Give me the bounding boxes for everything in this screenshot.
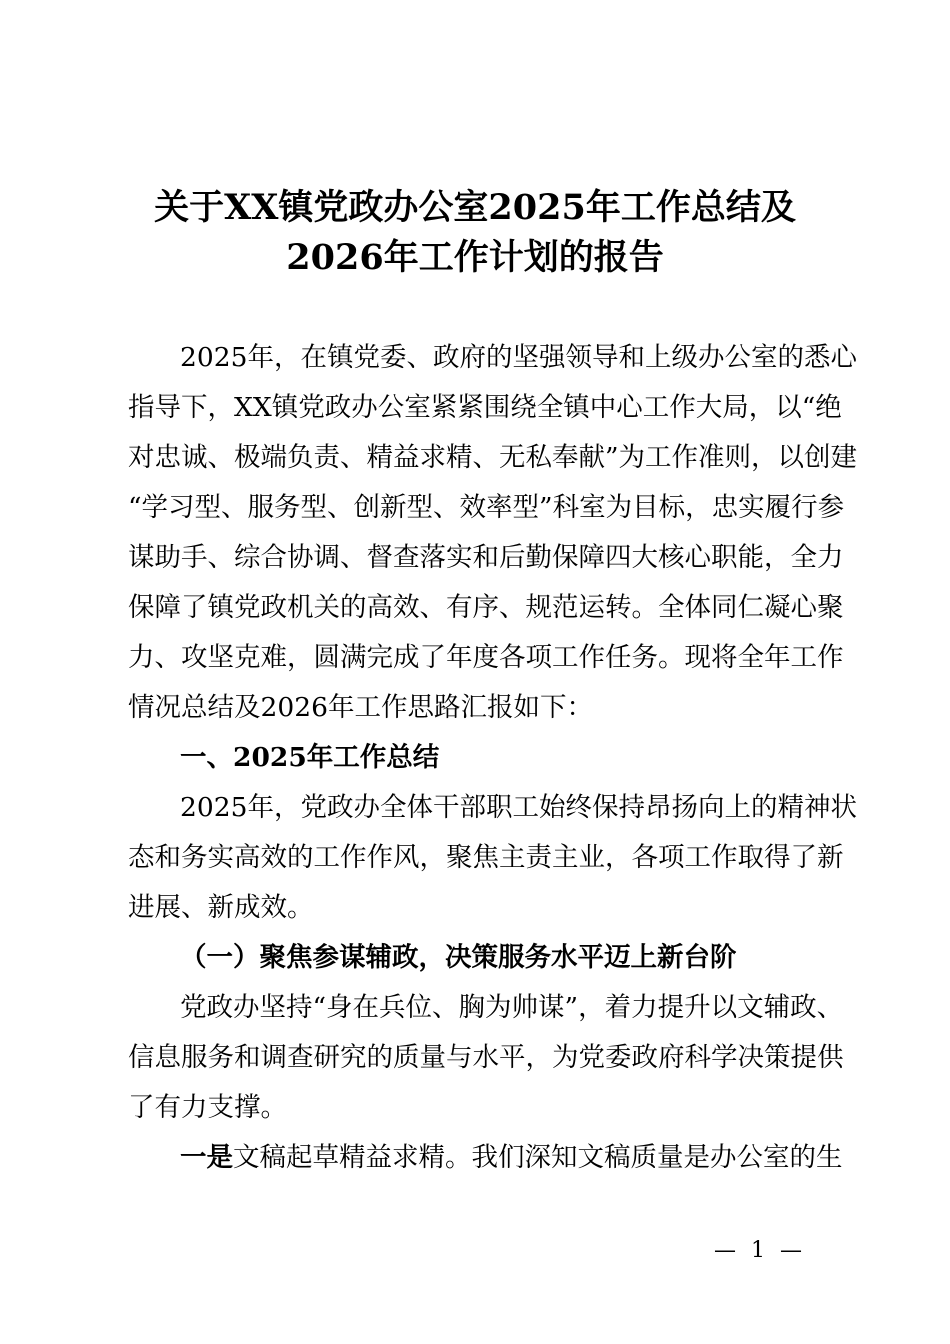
page-number: — 1 — <box>714 1238 806 1263</box>
section-line: 2025年，党政办全体干部职工始终保持昂扬向上的精神状 <box>180 792 857 823</box>
point-text: 文稿起草精益求精。我们深知文稿质量是办公室的生 <box>233 1142 843 1173</box>
intro-line: 对忠诚、极端负责、精益求精、无私奉献”为工作准则，以创建 <box>128 442 858 473</box>
section-line: 进展、新成效。 <box>128 892 314 923</box>
document-title-line-2: 2026年工作计划的报告 <box>286 237 664 278</box>
intro-line: 力、攻坚克难，圆满完成了年度各项工作任务。现将全年工作 <box>128 642 844 673</box>
subsection-line: 了有力支撑。 <box>128 1092 287 1123</box>
document-body <box>128 333 858 1183</box>
intro-line: 保障了镇党政机关的高效、有序、规范运转。全体同仁凝心聚 <box>128 592 844 623</box>
document-title-line-1: 关于XX镇党政办公室2025年工作总结及 <box>154 187 796 228</box>
intro-line: 情况总结及2026年工作思路汇报如下： <box>128 692 593 723</box>
section-line: 态和务实高效的工作作风，聚焦主责主业，各项工作取得了新 <box>128 842 844 873</box>
subsection-heading: （一）聚焦参谋辅政，决策服务水平迈上新台阶 <box>180 942 737 973</box>
subsection-line: 信息服务和调查研究的质量与水平，为党委政府科学决策提供 <box>128 1042 844 1073</box>
point-lead: 一是 <box>180 1142 233 1173</box>
point-line <box>128 1133 843 1183</box>
intro-line: 谋助手、综合协调、督查落实和后勤保障四大核心职能，全力 <box>128 542 844 573</box>
intro-line: 指导下，XX镇党政办公室紧紧围绕全镇中心工作大局，以“绝 <box>128 392 842 423</box>
intro-line: 2025年，在镇党委、政府的坚强领导和上级办公室的悉心 <box>180 342 857 373</box>
section-heading: 一、2025年工作总结 <box>180 742 440 773</box>
subsection-line: 党政办坚持“身在兵位、胸为帅谋”，着力提升以文辅政、 <box>180 992 844 1023</box>
intro-line: “学习型、服务型、创新型、效率型”科室为目标，忠实履行参 <box>128 492 845 523</box>
